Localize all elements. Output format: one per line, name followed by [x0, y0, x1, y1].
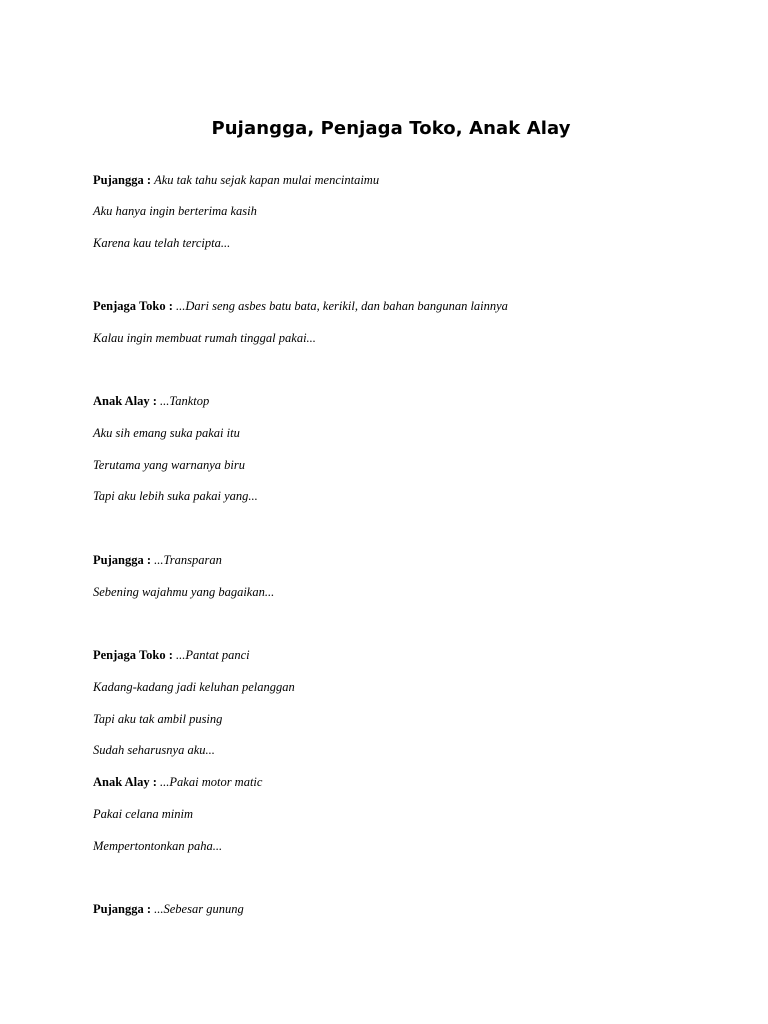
dialogue-line [93, 298, 508, 314]
dialogue-text: ...Transparan [154, 553, 222, 567]
dialogue-text: Aku tak tahu sejak kapan mulai mencintaimu [154, 173, 380, 187]
dialogue-line [93, 488, 258, 504]
dialogue-text: ...Sebesar gunung [154, 902, 244, 916]
dialogue-line [93, 172, 379, 188]
dialogue-text: Pakai celana minim [93, 807, 193, 821]
document-title: Pujangga, Penjaga Toko, Anak Alay [211, 118, 571, 139]
dialogue-line [93, 584, 274, 600]
dialogue-text: Kalau ingin membuat rumah tinggal pakai... [93, 331, 316, 345]
dialogue-line [93, 774, 262, 790]
dialogue-line [93, 838, 222, 854]
speaker-label: Pujangga : [93, 553, 155, 567]
dialogue-line [93, 806, 193, 822]
dialogue-text: ...Tanktop [160, 394, 210, 408]
speaker-label: Anak Alay : [93, 775, 161, 789]
dialogue-line [93, 711, 222, 727]
dialogue-text: ...Pantat panci [176, 648, 250, 662]
dialogue-line [93, 393, 209, 409]
dialogue-text: Mempertontonkan paha... [93, 839, 223, 853]
speaker-label: Pujangga : [93, 902, 155, 916]
dialogue-line [93, 901, 244, 917]
dialogue-line [93, 235, 230, 251]
dialogue-text: Tapi aku lebih suka pakai yang... [93, 489, 258, 503]
dialogue-text: Sudah seharusnya aku... [93, 743, 215, 757]
speaker-label: Penjaga Toko : [93, 299, 177, 313]
dialogue-line [93, 679, 295, 695]
dialogue-text: Karena kau telah tercipta... [93, 236, 231, 250]
speaker-label: Anak Alay : [93, 394, 161, 408]
dialogue-line [93, 203, 257, 219]
dialogue-line [93, 425, 240, 441]
dialogue-text: Kadang-kadang jadi keluhan pelanggan [93, 680, 295, 694]
dialogue-text: Aku hanya ingin berterima kasih [93, 204, 257, 218]
speaker-label: Penjaga Toko : [93, 648, 177, 662]
dialogue-text: ...Pakai motor matic [160, 775, 263, 789]
dialogue-text: ...Dari seng asbes batu bata, kerikil, dan bahan bangunan lainnya [176, 299, 508, 313]
dialogue-line [93, 742, 215, 758]
speaker-label: Pujangga : [93, 173, 155, 187]
dialogue-text: Sebening wajahmu yang bagaikan... [93, 585, 275, 599]
dialogue-line [93, 457, 245, 473]
dialogue-text: Aku sih emang suka pakai itu [93, 426, 240, 440]
dialogue-text: Terutama yang warnanya biru [93, 458, 245, 472]
dialogue-text: Tapi aku tak ambil pusing [93, 712, 223, 726]
dialogue-line [93, 552, 222, 568]
dialogue-line [93, 330, 316, 346]
dialogue-line [93, 647, 250, 663]
